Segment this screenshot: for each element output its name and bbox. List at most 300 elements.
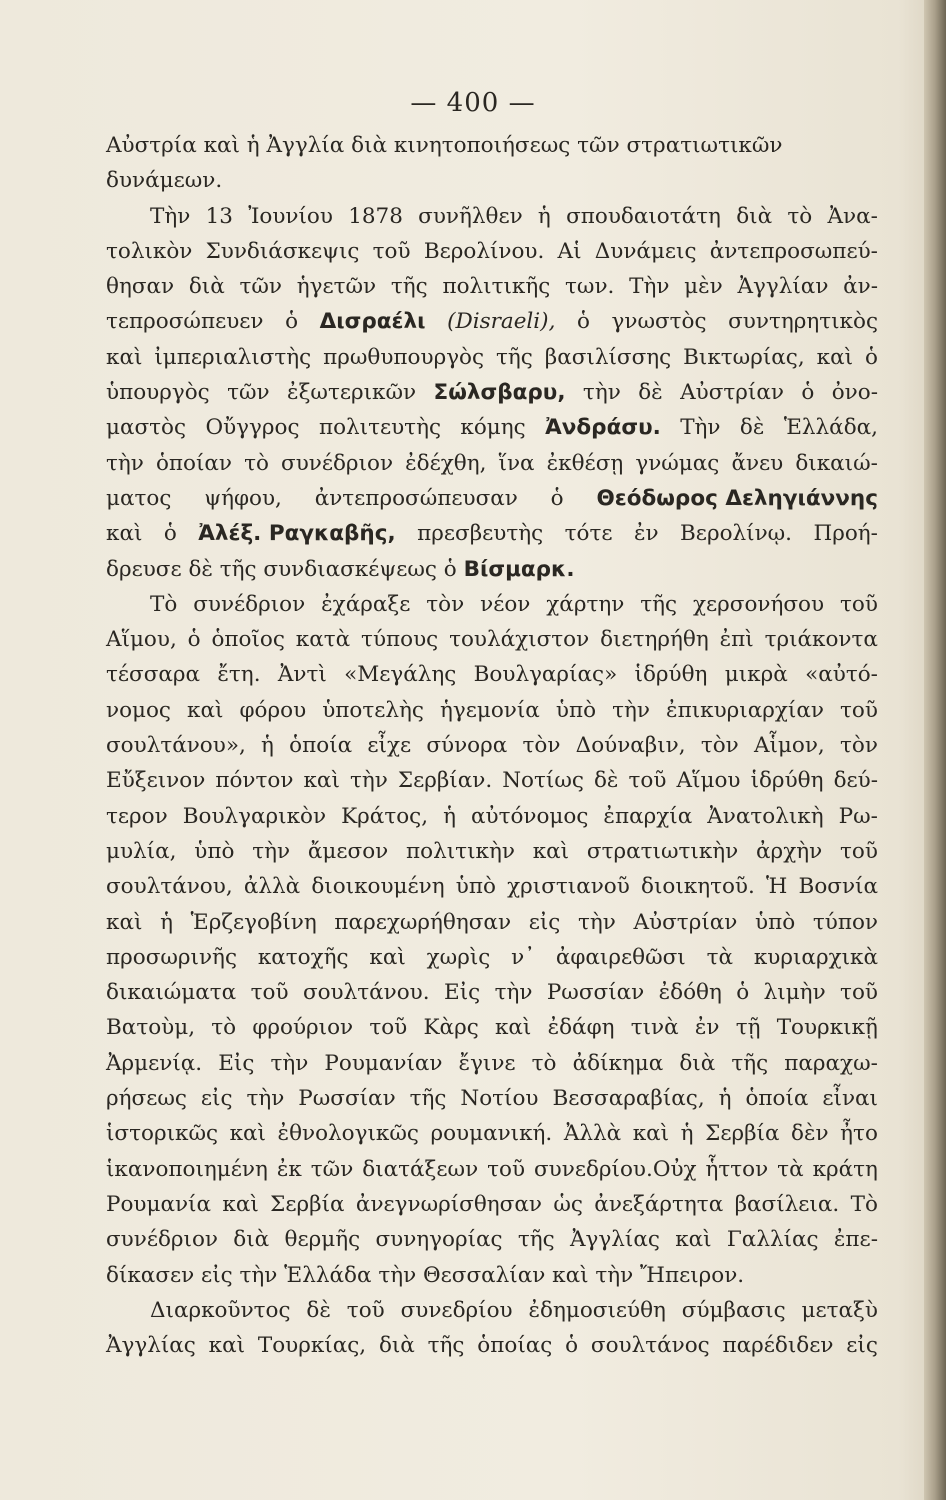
word: Βεσσαραβίας, [552,1086,705,1112]
word: ἐδάφη [547,1015,615,1041]
word: ὁ [864,344,878,370]
text-line [106,1010,878,1045]
word: τὸ [244,450,269,476]
word: τοῦ [372,238,411,264]
word: θησαν [106,274,175,300]
word: Ἑρζεγοβίνη [190,909,317,935]
text-line [106,1081,878,1116]
word: τοῦ [250,980,289,1006]
word: τὴν [106,450,144,476]
word: βασίλεια. [734,1191,840,1217]
word: Αὐστρίαν [680,380,784,406]
word: ὑπὸ [555,697,597,723]
word: εἰς [528,909,561,935]
word: καὶ [303,768,340,794]
word: καὶ [675,1227,712,1253]
word: μυλία, [106,838,177,864]
word: τοῦ [628,768,667,794]
text-line [106,1046,878,1081]
word: Τὴν [629,274,670,300]
text-line [106,1258,878,1293]
word: Τουρκίας, [257,1333,367,1359]
word: δεύ- [833,768,878,794]
word: Εὔξεινον [106,768,206,794]
text-line [106,340,878,375]
word: ὀνο- [831,380,878,406]
text-line [106,905,878,940]
word: κατὰ [295,627,351,653]
word: Δυνάμεις [594,238,697,264]
line-text: Αὐστρία καὶ ἡ Ἀγγλία διὰ κινητοποιήσεως τῶν στρατιωτικῶν [106,133,783,158]
word: ἡ [443,803,456,829]
word: ἵνα [498,450,535,476]
word: ὡς [553,1191,583,1217]
word: νέον [480,591,531,617]
word: ἀρχὴν [756,838,823,864]
text-line [106,1116,878,1151]
text-line [106,304,878,339]
word: Κράτος, [341,803,429,829]
word: ἐδημοσιεύθη [528,1297,666,1323]
word: «αὐτό- [805,662,878,688]
word: Αἵμου, [106,627,177,653]
text-line [106,1328,878,1363]
word: στρατιωτικὴν [586,838,739,864]
word: τοῦ [839,697,878,723]
bold-name: Βίσμαρκ. [463,556,575,582]
word: συνέδριον [106,1227,218,1253]
word: ἄνευ [731,450,784,476]
word: Συνδιάσκεψις [205,238,360,264]
bold-name: Δισραέλι [319,309,426,335]
word: τερον [106,803,168,829]
word: Νοτίου [460,1086,539,1112]
word: ἀδίκημα [572,1050,664,1076]
text-line [106,763,878,798]
word: μικρὰ [724,662,788,688]
word: σπουδαιοτάτη [566,203,721,229]
word: δικαιώματα [106,980,237,1006]
word: Δούναβιν, [575,733,686,759]
word: κράτη [812,1156,878,1182]
word: τοῦ [840,980,878,1006]
text-line [106,799,878,834]
word: ὁ [736,980,750,1006]
word: γνώμας [635,450,720,476]
word: σύμβασις [681,1297,786,1323]
word: Κὰρς [423,1015,479,1041]
text-line [106,1187,878,1222]
word: Τὸ [150,591,178,617]
word: κόμης [460,415,526,441]
word: καὶ [106,521,143,547]
word: τὴν [246,1086,285,1112]
word: Τὴν [150,203,191,229]
word: ὑπουργὸς [106,380,210,406]
word: ὁποία [745,1086,809,1112]
word: πρωθυπουργὸς [323,344,485,370]
word: τὴν [582,380,621,406]
word: καὶ [494,1015,532,1041]
word: «Μεγάλης [344,662,457,688]
word: δικαιώ- [795,450,878,476]
word: τὸν [839,733,878,759]
word: ἔγινε [458,1050,516,1076]
word: χωρὶς [426,944,491,970]
word: τὴν [494,980,533,1006]
word: διὰ [188,274,225,300]
word: τὴν [252,838,291,864]
word: κυριαρχικὰ [753,944,878,970]
word: ὁ [187,627,201,653]
word: καὶ [106,909,143,935]
word: ἐξωτερικῶν [287,380,417,406]
word: ἐπαρχία [603,803,693,829]
word: ἀντεπροσωπεύ- [709,238,878,264]
word: χερσονήσου [693,591,825,617]
word: συντηρητικὸς [728,309,878,335]
word: τὴν [578,909,616,935]
word: ἀν- [843,274,878,300]
word: συνέδριον [193,591,306,617]
word: ἡγετῶν [296,274,377,300]
word: ὁ [565,1333,579,1359]
word: συνεδρίου [400,1297,513,1323]
word: συνῆλθεν [418,203,523,229]
word: Τουρκικῇ [776,1015,878,1041]
word: ὑπὸ [455,874,496,900]
word: Ἀγγλίαν [737,274,829,300]
word: ὁ [285,309,299,335]
word: διοικουμένη [311,874,445,900]
word: Διαρκοῦντος [150,1297,291,1323]
word: διοικητοῦ. [641,874,755,900]
word: τῆς [731,1050,769,1076]
word: θερμῆς [284,1227,361,1253]
page-edge [924,0,946,1500]
word: ψήφου, [204,485,282,511]
word: Βερολίνῳ. [680,521,793,547]
word: δὲ [638,380,663,406]
word: προσωρινῆς [106,944,237,970]
word: ἀλλὰ [243,874,301,900]
word: ρήσεως [106,1086,187,1112]
word: ἱδρύθη [634,662,708,688]
body-text [106,128,878,1363]
word: ὑποτελὴς [322,697,424,723]
word: Τὸ [850,1191,878,1217]
word: τοῦ [839,838,878,864]
word: ἐδέχθη, [405,450,487,476]
text-line [106,552,878,587]
word: τῶν [310,1156,354,1182]
word: ὁποίας [477,1333,553,1359]
word: Ρουμανία [106,1191,211,1217]
word: ἡ [537,203,551,229]
word: καὶ [222,1191,259,1217]
line-text: δίκασεν εἰς τὴν Ἑλλάδα τὴν Θεσσαλίαν καὶ τὴν Ἤπειρον. [106,1262,745,1288]
word: ἀνεγνωρίσθησαν [355,1191,542,1217]
word: τύπους [361,627,439,653]
word: ἔτη. [217,662,261,688]
text-line [106,728,878,763]
word: Εἰς [218,1050,255,1076]
word: ἄμεσον [307,838,389,864]
text-line [106,446,878,481]
word: ἡγεμονία [440,697,540,723]
word: εἶχε [367,733,412,759]
word: συνεδρίου.Οὐχ [534,1156,697,1182]
line-text: δυνάμεων. [106,168,223,194]
word: τῆς [390,274,428,300]
word: τῆς [427,1333,465,1359]
word: τὸ [531,1050,557,1076]
word: ὁποῖος [211,627,285,653]
text-line [106,375,878,410]
word: Ἑλλάδα, [783,415,878,441]
word: καὶ [816,344,854,370]
word: ἦτο [840,1121,878,1147]
word: τὸ [211,1015,237,1041]
word: Ἀνα- [827,203,878,229]
word: Τὴν [680,415,721,441]
italic-text: (Disraeli), [447,309,556,335]
word: τὰ [777,1156,804,1182]
word: ἐν [694,1015,720,1041]
word: ἐπὶ [719,627,754,653]
word: Προή- [813,521,878,547]
text-line [106,199,878,234]
word: τῶν [227,380,270,406]
bold-name: Σώλσβαρυ, [433,380,566,406]
word: τῆς [640,591,678,617]
word: ὁ [163,521,177,547]
word: παρέδιδεν [722,1333,834,1359]
word: Ρω- [838,803,878,829]
word: τὸν [426,591,465,617]
word: σουλτάνου», [106,733,246,759]
word: Αἵμου [676,768,741,794]
word: εἰς [846,1333,878,1359]
word: σουλτάνου. [302,980,430,1006]
word: ὑπὸ [194,838,235,864]
word: ἡ [718,1086,732,1112]
word: καὶ [369,944,406,970]
word: 13 [205,203,233,229]
word: καὶ [229,1121,266,1147]
bold-name: Θεόδωρος Δεληγιάννης [596,485,878,511]
word: ἐπε- [833,1227,878,1253]
word: εἶναι [822,1086,878,1112]
word: Ἀλλὰ [563,1121,622,1147]
word: ἧττον [705,1156,769,1182]
word: Ἀνατολικὴ [707,803,824,829]
word: πολιτικῆς [442,274,551,300]
bold-name: Ἀλέξ. Ραγκαβῆς, [198,521,396,547]
text-line [106,269,878,304]
word: τὸ [787,203,813,229]
word: διατάξεων [362,1156,479,1182]
word: εἰς [200,1086,233,1112]
word: φόρου [239,697,307,723]
word: Ἡ [766,874,788,900]
word: Ἀρμενίᾳ. [106,1050,203,1076]
word: Οὔγγρος [205,415,300,441]
word: ἐπικυριαρχίαν [666,697,824,723]
word: βασιλίσσης [544,344,672,370]
word: τὸν [522,733,561,759]
word: καὶ [532,838,570,864]
word: ἱστορικῶς [106,1121,219,1147]
word: παραχω- [784,1050,878,1076]
text-line [106,481,878,516]
word: φρούριον [252,1015,354,1041]
word: ὁποίαν [155,450,232,476]
word: συνηγορίας [375,1227,503,1253]
word: ἡ [261,733,274,759]
word: τουλάχιστον [449,627,590,653]
text-line [106,410,878,445]
word: αὐτόνομος [470,803,589,829]
word: τοῦ [369,1015,408,1041]
word: γνωστὸς [611,309,707,335]
text-line [106,516,878,551]
word: τολικὸν [106,238,193,264]
word: καὶ [208,1333,246,1359]
word: καὶ [632,1121,670,1147]
word: Αἱ [557,238,582,264]
word: ἱδρύθη [750,768,824,794]
word: Ἰουνίου [248,203,333,229]
text-line [106,1222,878,1257]
word: σουλτάνος [590,1333,710,1359]
word: Αὐστρίαν [633,909,738,935]
word: τῆς [517,1227,555,1253]
word: ἱκανοποιημένη [106,1156,268,1182]
word: τῶν [239,274,282,300]
word: Βοσνία [798,874,878,900]
word: τέσσαρα [106,662,201,688]
page-number: — 400 — [410,88,536,118]
word: μὲν [684,274,723,300]
word: Εἰς [444,980,481,1006]
word: Ρωσσίαν [298,1086,396,1112]
word: Βουλγαρίας» [473,662,618,688]
text-line [106,163,878,198]
word: Γαλλίας [726,1227,819,1253]
word: ἐθνολογικῶς [277,1121,419,1147]
word: διὰ [679,1050,716,1076]
text-line [106,975,878,1010]
word: ἐκ [276,1156,302,1182]
word: διὰ [736,203,773,229]
word: πρεσβευτὴς [417,521,544,547]
word: Βουλγαρικὸν [182,803,327,829]
word: Ἀγγλίας [570,1227,660,1253]
word: τὴν [270,1050,309,1076]
word: ὁ [801,380,815,406]
word: διὰ [378,1333,415,1359]
word: σύνορα [426,733,508,759]
word: τοῦ [487,1156,526,1182]
word: ἐχάραξε [321,591,411,617]
word: ἡ [160,909,173,935]
line-text: δρευσε δὲ τῆς συνδιασκέψεως ὁ [106,556,464,582]
word: διὰ [233,1227,270,1253]
text-line [106,657,878,692]
word: ἰμπεριαλιστὴς [154,344,312,370]
word: ἀνεξάρτητα [594,1191,724,1217]
text-line [106,1293,878,1328]
word: διετηρήθη [600,627,709,653]
word: Αἷμον, [753,733,825,759]
word: μαστὸς [106,415,187,441]
text-line [106,940,878,975]
word: κατοχῆς [257,944,349,970]
word: Ρουμανίαν [324,1050,443,1076]
word: δὲ [593,768,619,794]
word: λιμὴν [763,980,826,1006]
word: τότε [564,521,613,547]
word: Ἀντὶ [277,662,327,688]
word: τὴν [612,697,650,723]
word: τὰ [706,944,733,970]
word: ἐν [633,521,659,547]
text-line [106,869,878,904]
word: τῆς [496,344,533,370]
text-line [106,834,878,869]
word: 1878 [348,203,403,229]
word: ν᾽ [511,944,535,970]
word: ρουμανική. [430,1121,553,1147]
text-line [106,587,878,622]
word: Ἀγγλίας [106,1333,196,1359]
word: καὶ [106,344,143,370]
word: ὁ [550,485,564,511]
word: σουλτάνου, [106,874,233,900]
word: Βερολίνου. [423,238,545,264]
word: Ρωσσίαν [546,980,645,1006]
word: παρεχωρήθησαν [334,909,512,935]
word: χριστιανοῦ [507,874,630,900]
word: Σερβία [270,1191,345,1217]
word: τῇ [735,1015,761,1041]
word: ἀντεπροσώπευσαν [314,485,518,511]
text-line [106,128,878,163]
word: ὁ [577,309,590,335]
text-line [106,693,878,728]
word: Σερβία [705,1121,780,1147]
word: τύπον [812,909,878,935]
word: μεταξὺ [801,1297,878,1323]
word: ματος [106,485,172,511]
word: ἡ [680,1121,694,1147]
word: ἀφαιρεθῶσι [555,944,686,970]
bold-name: Ἀνδράσυ. [545,415,661,441]
word: δὲ [739,415,765,441]
word: χάρτην [546,591,625,617]
text-line [106,622,878,657]
word: Σερβίαν. [397,768,493,794]
word: δὲν [791,1121,829,1147]
word: πολιτικὴν [406,838,515,864]
text-line [106,1152,878,1187]
word: των. [565,274,615,300]
text-line [106,234,878,269]
word: πόντον [215,768,294,794]
word: τὴν [349,768,388,794]
word: τινὰ [630,1015,679,1041]
